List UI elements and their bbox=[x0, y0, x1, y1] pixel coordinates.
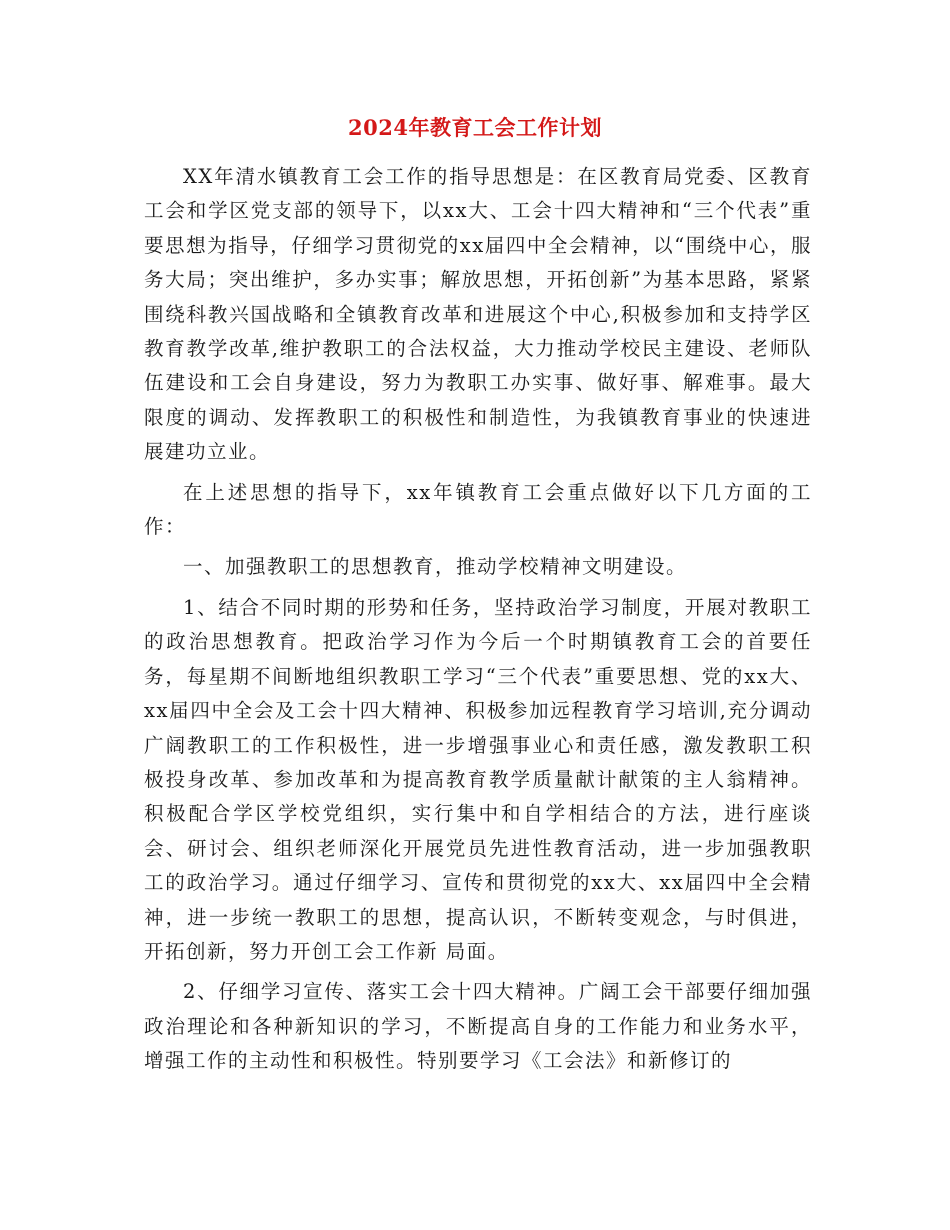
paragraph-intro-tasks: 在上述思想的指导下，xx年镇教育工会重点做好以下几方面的工作： bbox=[144, 480, 812, 539]
document-title: 2024年教育工会工作计划 bbox=[348, 115, 602, 140]
section-heading-1: 一、加强教职工的思想教育，推动学校精神文明建设。 bbox=[183, 555, 688, 579]
document-body bbox=[144, 160, 812, 1079]
paragraph-item-1: 1、结合不同时期的形势和任务，坚持政治学习制度，开展对教职工的政治思想教育。把政治学习作为今后一个时期镇教育工会的首要任务，每星期不间断地组织教职工学习“三个代表”重要思想、党的xx大、xx届四中全会及工会十四大精神、积极参加远程教育学习培训,充分调动广阔教职工的工作积极性，进一步增强事业心和责任感，激发教职工积极投身改革、参加改革和为提高教育教学质量献计献策的主人翁精神。积极配合学区学校党组织，实行集中和自学相结合的方法，进行座谈会、研讨会、组织老师深化开展党员先进性教育活动，进一步加强教职工的政治学习。通过仔细学习、宣传和贯彻党的xx大、xx届四中全会精神，进一步统一教职工的思想，提高认识，不断转变观念，与时俱进，开拓创新，努力开创工会工作新 局面。 bbox=[144, 595, 812, 963]
paragraph-guiding-ideology: XX年清水镇教育工会工作的指导思想是：在区教育局党委、区教育工会和学区党支部的领导下，以xx大、工会十四大精神和“三个代表”重要思想为指导，仔细学习贯彻党的xx届四中全会精神，以“围绕中心，服务大局；突出维护，多办实事；解放思想，开拓创新”为基本思路，紧紧围绕科教兴国战略和全镇教育改革和进展这个中心,积极参加和支持学区教育教学改革,维护教职工的合法权益，大力推动学校民主建设、老师队伍建设和工会自身建设，努力为教职工办实事、做好事、解难事。最大限度的调动、发挥教职工的积极性和制造性，为我镇教育事业的快速进展建功立业。 bbox=[144, 165, 812, 464]
paragraph-item-2: 2、仔细学习宣传、落实工会十四大精神。广阔工会干部要仔细加强政治理论和各种新知识的学习，不断提高自身的工作能力和业务水平，增强工作的主动性和积极性。特别要学习《工会法》和新修订的 bbox=[144, 980, 812, 1073]
